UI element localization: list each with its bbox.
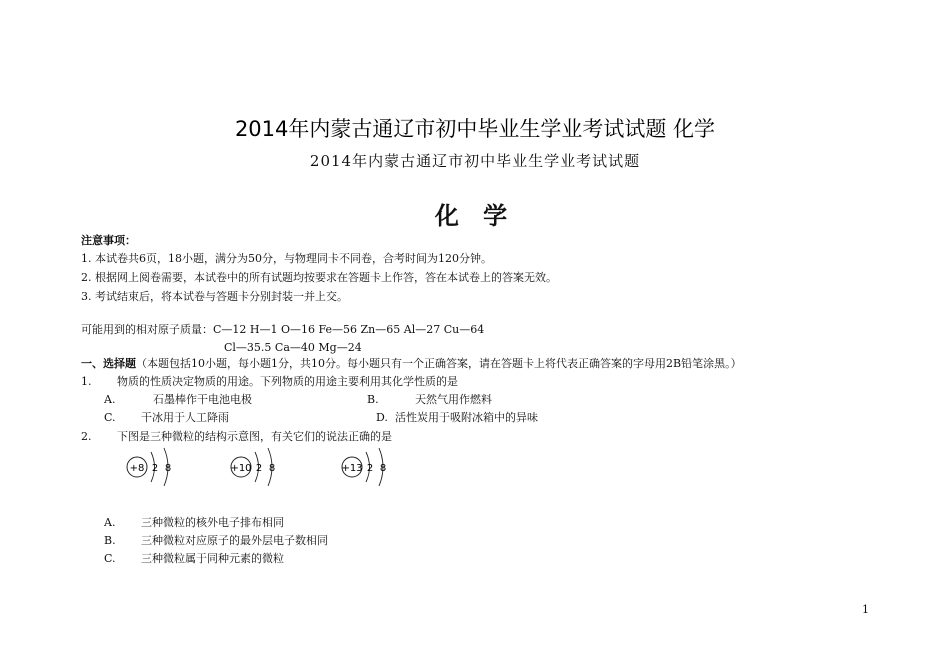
- document-main-title: 2014年内蒙古通辽市初中毕业生学业考试试题 化学: [234, 117, 716, 141]
- nucleus-charge: +10: [230, 463, 252, 474]
- shell-1-electrons: 2: [255, 463, 263, 474]
- q1-option-b-text: 天然气用作燃料: [415, 393, 492, 406]
- section-1-description: （本题包括10小题，每小题1分，共10分。每小题只有一个正确答案，请在答题卡上将代表正确答案的字母用2B铅笔涂黑。）: [136, 357, 742, 370]
- particle-structure-diagrams: [120, 446, 410, 496]
- atomic-mass-line-1: 可能用到的相对原子质量：C—12 H—1 O—16 Fe—56 Zn—65 Al—27 Cu—64: [81, 323, 485, 336]
- particle-diagram-3: [341, 448, 386, 486]
- q1-option-a-letter: A.: [104, 393, 116, 406]
- q1-option-d-letter: D.: [376, 411, 388, 424]
- particle-diagram-1: [127, 448, 171, 486]
- exam-title: 2014年内蒙古通辽市初中毕业生学业考试试题: [309, 152, 641, 170]
- q2-stem: 下图是三种微粒的结构示意图，有关它们的说法正确的是: [117, 430, 392, 443]
- q1-option-b-letter: B.: [367, 393, 379, 406]
- q1-stem: 物质的性质决定物质的用途。下列物质的用途主要利用其化学性质的是: [117, 375, 458, 388]
- notice-item-1: 1. 本试卷共6页，18小题，满分为50分，与物理同卡不同卷，合考时间为120分钟。: [81, 252, 492, 265]
- q1-number: 1.: [81, 375, 92, 388]
- atomic-mass-line-2: Cl—35.5 Ca—40 Mg—24: [224, 341, 362, 354]
- q2-option-b-text: 三种微粒对应原子的最外层电子数相同: [141, 534, 328, 547]
- q1-option-a-text: 石墨棒作干电池电极: [153, 393, 252, 406]
- nucleus-charge: +13: [341, 463, 363, 474]
- notice-item-2: 2. 根据网上阅卷需要，本试卷中的所有试题均按要求在答题卡上作答，答在本试卷上的答案无效。: [81, 271, 557, 284]
- q1-option-c-text: 干冰用于人工降雨: [141, 411, 229, 424]
- q2-number: 2.: [81, 430, 92, 443]
- shell-2-electrons: 8: [379, 463, 387, 474]
- q2-option-b-letter: B.: [104, 534, 116, 547]
- notice-heading: 注意事项：: [81, 234, 136, 247]
- particle-diagram-2: [230, 448, 275, 486]
- subject-title: 化 学: [434, 201, 516, 230]
- shell-2-electrons: 8: [268, 463, 276, 474]
- q2-option-a-letter: A.: [104, 516, 116, 529]
- nucleus-charge: +8: [129, 463, 145, 474]
- q2-option-a-text: 三种微粒的核外电子排布相同: [141, 516, 284, 529]
- notice-item-3: 3. 考试结束后，将本试卷与答题卡分别封装一并上交。: [81, 290, 348, 303]
- q1-option-c-letter: C.: [104, 411, 116, 424]
- shell-1-electrons: 2: [366, 463, 374, 474]
- section-1-header: [81, 356, 742, 371]
- q1-option-d-text: 活性炭用于吸附冰箱中的异味: [395, 411, 538, 424]
- page-number: 1: [862, 603, 869, 616]
- shell-1-electrons: 2: [151, 463, 159, 474]
- q2-option-c-letter: C.: [104, 552, 116, 565]
- section-1-heading: 一、选择题: [81, 357, 136, 370]
- shell-2-electrons: 8: [164, 463, 172, 474]
- q2-option-c-text: 三种微粒属于同种元素的微粒: [141, 552, 284, 565]
